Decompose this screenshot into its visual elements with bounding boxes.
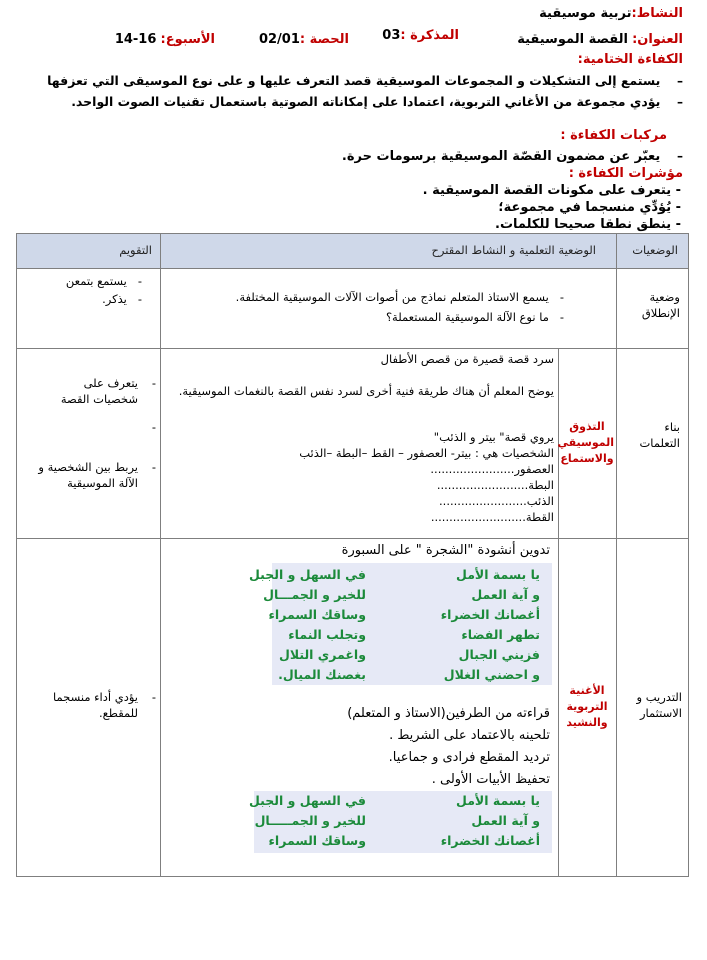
memo-label: المذكرة :: [400, 28, 459, 43]
lesson-table: [16, 233, 689, 877]
row3-evaluation: - يؤدي أداء منسجما للمقطع.: [17, 539, 161, 877]
indicator-item: - يُؤدِّي منسجما في مجموعة؛: [498, 200, 681, 215]
song-verse-left: للخير و الجمـــال: [263, 587, 366, 602]
row2-side-label: التذوق الموسيقي والاستماع: [559, 349, 617, 539]
row3-situation: التدريب و الاستثمار: [617, 539, 689, 877]
song-verse-left: وتجلب النماء: [288, 627, 366, 642]
memo-value: 03: [382, 28, 401, 43]
song-verse-right: أغصانك الخضراء: [440, 607, 540, 622]
song-intro: تدوين أنشودة "الشجرة " على السبورة: [341, 543, 550, 558]
row3-side-label: الأغنية التربوية والنشيد: [559, 539, 617, 877]
step-item: قراءته من الطرفين(الاستاذ و المتعلم): [347, 706, 550, 721]
session-field: [259, 32, 349, 47]
song-verse-right: و آية العمل: [471, 813, 540, 828]
components-item: – يعبّر عن مضمون القصّة الموسيقية برسومات حرة.: [341, 149, 683, 164]
song-verse-right: يا بسمة الأمل: [456, 793, 540, 808]
song-verse-right: تطهر الفضاء: [461, 627, 540, 642]
song-verse-left: وساقك السمراء: [268, 833, 366, 848]
song-verse-right: أغصانك الخضراء: [440, 833, 540, 848]
row2-evaluation: - يتعرف على شخصيات القصة - - يربط بين الشخصية و الآلة الموسيقية: [17, 349, 161, 539]
title-line: [517, 32, 683, 47]
song-verse-left: في السهل و الجبل: [248, 567, 366, 582]
row3-activity: [161, 539, 559, 877]
song-verse-right: فزيني الجبال: [458, 647, 540, 662]
song-verse-right: يا بسمة الأمل: [456, 567, 540, 582]
activity-label: النشاط:: [631, 6, 683, 21]
row2-activity: سرد قصة قصيرة من قصص الأطفال يوضح المعلم أن هناك طريقة فنية أخرى لسرد نفس القصة بالنغمات الموسيقية. يروي قصة" بيتر و الذئب" الشخصيات هي : بيتر- العصفور – القط –البطة –الذئب العصفور....................... البطة......................... الذئب........................ القطة..........................: [161, 349, 559, 539]
row2-situation: بناء التعلمات: [617, 349, 689, 539]
indicator-item: - ينطق نطقا صحيحا للكلمات.: [495, 217, 681, 232]
row1-situation: وضعية الإنطلاق: [617, 269, 689, 349]
indicator-item: - يتعرف على مكونات القصة الموسيقية .: [422, 183, 681, 198]
activity-line: [539, 6, 683, 21]
song-verse-left: للخير و الجمـــــال: [254, 813, 366, 828]
song-verse-right: و احضني الغلال: [443, 667, 540, 682]
activity-value: تربية موسيقية: [539, 6, 632, 21]
indicators-label: مؤشرات الكفاءة :: [568, 166, 683, 181]
row1-activity: - يسمع الاستاذ المتعلم نماذج من أصوات الآلات الموسيقية المختلفة. - ما نوع الآلة الموسيقية المستعملة؟: [161, 269, 617, 349]
final-competence-label: الكفاءة الختامية:: [577, 52, 683, 67]
song-verse-left: بغصنك الميال.: [278, 667, 366, 682]
song-verse-left: وساقك السمراء: [268, 607, 366, 622]
step-item: تحفيظ الأبيات الأولى .: [431, 772, 550, 787]
final-competence-item: – يستمع إلى التشكيلات و المجموعات الموسيقية قصد التعرف عليها و على نوع الموسيقى التي تعزفها: [47, 73, 683, 88]
song-verse-right: و آية العمل: [471, 587, 540, 602]
steps-list: [347, 703, 550, 791]
final-competence-item: – يؤدي مجموعة من الأغاني التربوية، اعتمادا على إمكاناته الصوتية باستعمال تقنيات الصوت الواحد.: [71, 94, 683, 109]
header-situations: الوضعيات: [617, 234, 689, 269]
week-value: 14-16: [114, 32, 157, 47]
session-label: الحصة :: [299, 32, 349, 47]
week-label: الأسبوع:: [160, 32, 215, 47]
song-verse-left: في السهل و الجبل: [248, 793, 366, 808]
memo-field: [382, 28, 459, 43]
header-activity: الوضعية التعلمية و النشاط المقترح: [161, 234, 617, 269]
title-label: العنوان:: [632, 32, 683, 47]
title-value: القصة الموسيقية: [517, 32, 628, 47]
song-verse-left: واغمري التلال: [279, 647, 366, 662]
session-value: 02/01: [258, 32, 300, 47]
step-item: ترديد المقطع فرادى و جماعيا.: [388, 750, 550, 765]
header-evaluation: التقويم: [17, 234, 161, 269]
step-item: تلحينه بالاعتماد على الشريط .: [389, 728, 550, 743]
components-label: مركبات الكفاءة :: [560, 128, 667, 143]
row1-evaluation: - يستمع بتمعن - يذكر.: [17, 269, 161, 349]
week-field: [115, 32, 215, 47]
